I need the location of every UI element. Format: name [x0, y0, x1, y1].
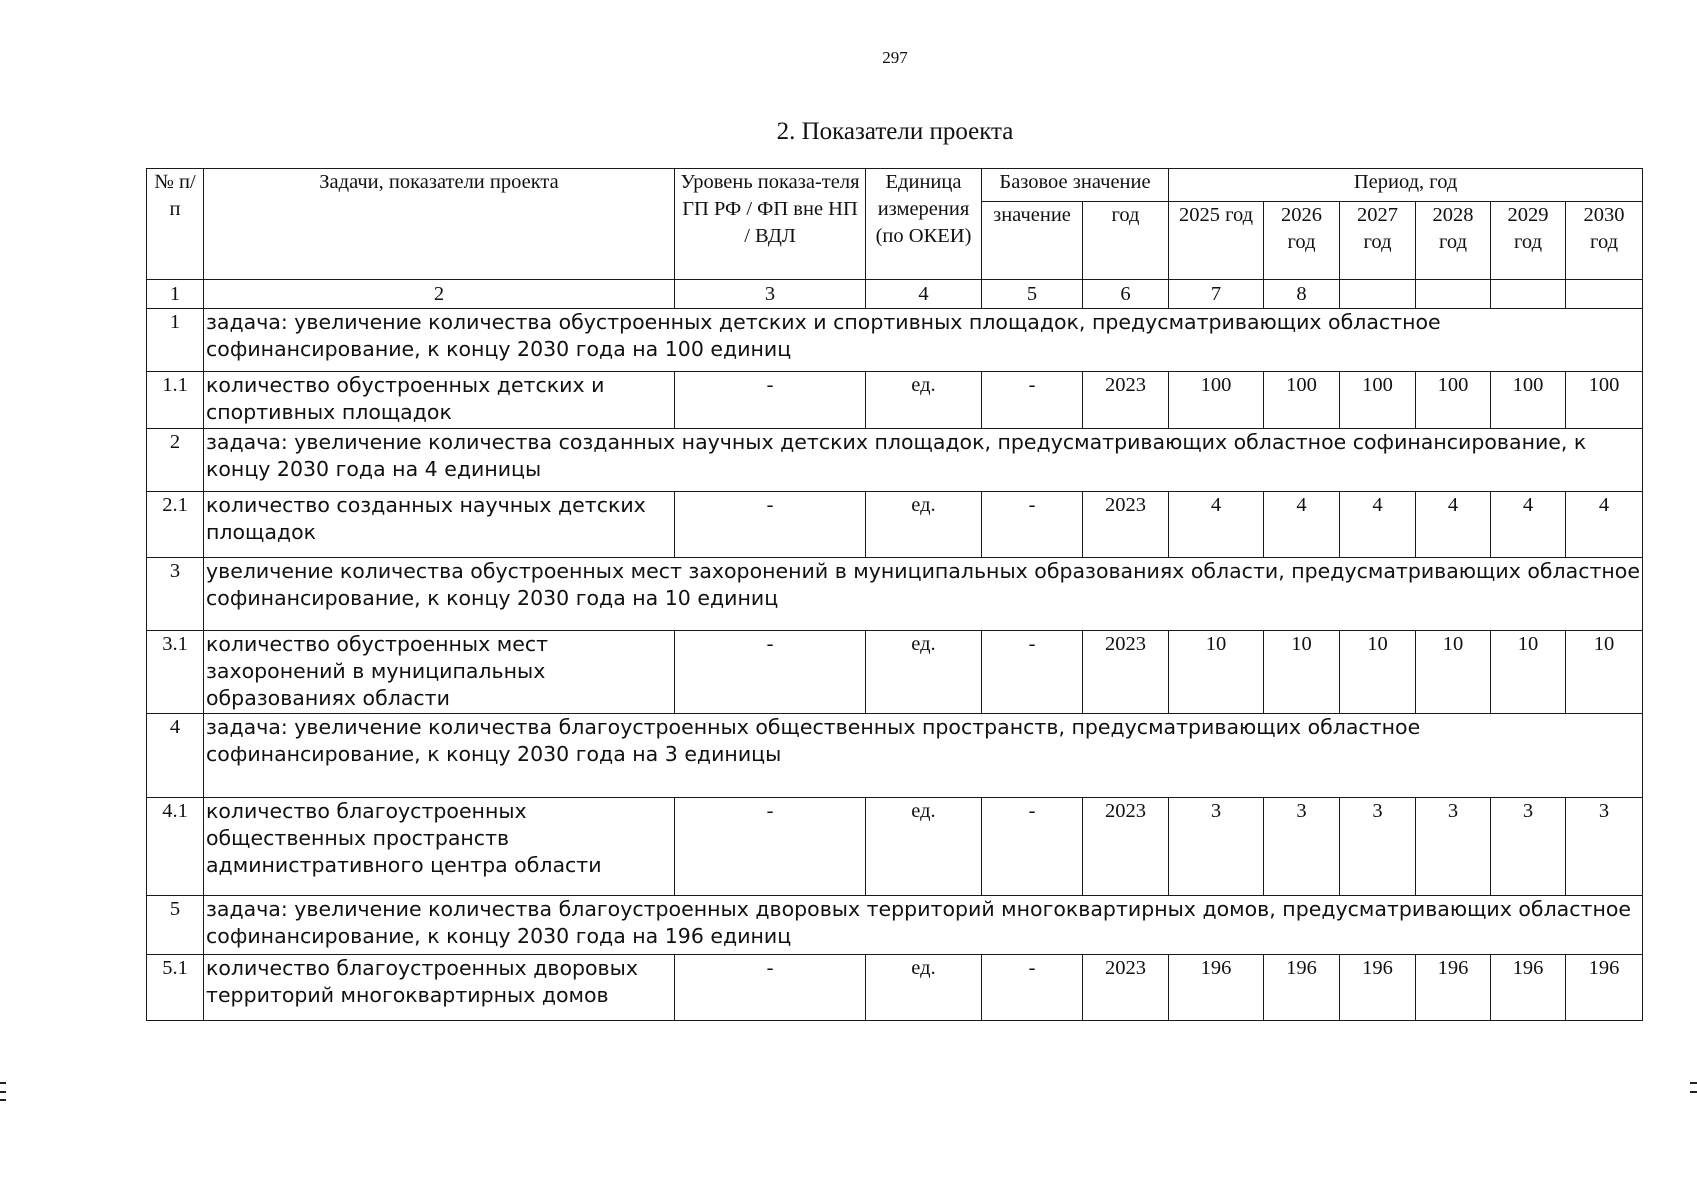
header-year-2030: 2030 год — [1566, 202, 1643, 280]
task-text: задача: увеличение количества созданных научных детских площадок, предусматривающих областное софинансирование, к концу 2030 года на 4 единицы — [204, 429, 1643, 492]
indicator-level: - — [675, 631, 866, 714]
indicator-row — [147, 492, 1643, 558]
indicator-value-2025: 100 — [1169, 372, 1264, 429]
indicator-base-year: 2023 — [1083, 492, 1169, 558]
colnum-2: 2 — [204, 280, 675, 309]
indicator-value-2026: 4 — [1264, 492, 1340, 558]
indicator-num: 5.1 — [147, 955, 204, 1021]
indicator-level: - — [675, 955, 866, 1021]
indicator-value-2029: 10 — [1491, 631, 1566, 714]
indicator-base-value: - — [982, 492, 1083, 558]
indicator-unit: ед. — [866, 798, 982, 896]
task-row — [147, 896, 1643, 955]
indicator-unit: ед. — [866, 631, 982, 714]
task-row — [147, 309, 1643, 372]
indicator-unit: ед. — [866, 372, 982, 429]
indicator-base-value: - — [982, 631, 1083, 714]
indicator-base-value: - — [982, 372, 1083, 429]
indicator-num: 1.1 — [147, 372, 204, 429]
scan-mark — [0, 1099, 6, 1101]
indicator-value-2030: 196 — [1566, 955, 1643, 1021]
scan-mark — [1690, 1091, 1697, 1093]
indicator-value-2027: 100 — [1340, 372, 1416, 429]
colnum-3: 3 — [675, 280, 866, 309]
indicator-value-2029: 3 — [1491, 798, 1566, 896]
indicator-value-2027: 3 — [1340, 798, 1416, 896]
indicator-value-2029: 196 — [1491, 955, 1566, 1021]
page-number: 297 — [882, 48, 908, 67]
indicator-base-year: 2023 — [1083, 631, 1169, 714]
header-row-1 — [147, 169, 1643, 202]
task-row — [147, 558, 1643, 631]
task-num: 2 — [147, 429, 204, 492]
indicator-value-2030: 10 — [1566, 631, 1643, 714]
indicator-value-2030: 3 — [1566, 798, 1643, 896]
header-base: Базовое значение — [982, 169, 1169, 202]
colnum-8: 8 — [1264, 280, 1340, 309]
indicator-value-2028: 196 — [1416, 955, 1491, 1021]
header-year-2028: 2028 год — [1416, 202, 1491, 280]
indicator-name: количество созданных научных детских площадок — [204, 492, 675, 558]
indicator-value-2027: 196 — [1340, 955, 1416, 1021]
header-year-2027: 2027 год — [1340, 202, 1416, 280]
indicator-name: количество обустроенных детских и спортивных площадок — [204, 372, 675, 429]
task-num: 4 — [147, 714, 204, 798]
indicator-value-2026: 10 — [1264, 631, 1340, 714]
header-year-2029: 2029 год — [1491, 202, 1566, 280]
indicator-value-2028: 4 — [1416, 492, 1491, 558]
indicator-value-2026: 196 — [1264, 955, 1340, 1021]
indicator-num: 4.1 — [147, 798, 204, 896]
indicator-unit: ед. — [866, 955, 982, 1021]
header-period: Период, год — [1169, 169, 1643, 202]
indicator-base-value: - — [982, 955, 1083, 1021]
indicator-value-2025: 4 — [1169, 492, 1264, 558]
indicator-value-2028: 100 — [1416, 372, 1491, 429]
header-year-2025: 2025 год — [1169, 202, 1264, 280]
indicator-name: количество благоустроенных общественных пространств административного центра области — [204, 798, 675, 896]
colnum-7: 7 — [1169, 280, 1264, 309]
indicator-row — [147, 798, 1643, 896]
indicator-name: количество благоустроенных дворовых территорий многоквартирных домов — [204, 955, 675, 1021]
task-text: задача: увеличение количества благоустроенных общественных пространств, предусматривающих областное софинансирование, к концу 2030 года на 3 единицы — [204, 714, 1643, 798]
header-base-value: значение — [982, 202, 1083, 280]
indicator-level: - — [675, 798, 866, 896]
indicator-value-2028: 3 — [1416, 798, 1491, 896]
indicator-value-2025: 3 — [1169, 798, 1264, 896]
indicator-value-2030: 100 — [1566, 372, 1643, 429]
indicator-value-2026: 100 — [1264, 372, 1340, 429]
indicator-value-2027: 4 — [1340, 492, 1416, 558]
header-tasks: Задачи, показатели проекта — [204, 169, 675, 280]
task-num: 1 — [147, 309, 204, 372]
colnum-1: 1 — [147, 280, 204, 309]
indicator-base-year: 2023 — [1083, 955, 1169, 1021]
indicator-num: 2.1 — [147, 492, 204, 558]
task-num: 5 — [147, 896, 204, 955]
indicator-level: - — [675, 372, 866, 429]
indicator-base-year: 2023 — [1083, 372, 1169, 429]
header-unit: Единица измерения (по ОКЕИ) — [866, 169, 982, 280]
indicator-value-2029: 4 — [1491, 492, 1566, 558]
colnum-12 — [1566, 280, 1643, 309]
colnum-10 — [1416, 280, 1491, 309]
page-title: 2. Показатели проекта — [776, 118, 1014, 145]
indicator-unit: ед. — [866, 492, 982, 558]
colnum-9 — [1340, 280, 1416, 309]
scan-mark — [0, 1091, 6, 1093]
indicator-level: - — [675, 492, 866, 558]
colnum-4: 4 — [866, 280, 982, 309]
indicator-name: количество обустроенных мест захоронений в муниципальных образованиях области — [204, 631, 675, 714]
header-base-year: год — [1083, 202, 1169, 280]
indicators-table — [146, 168, 1643, 1021]
indicator-row — [147, 372, 1643, 429]
task-num: 3 — [147, 558, 204, 631]
indicator-base-value: - — [982, 798, 1083, 896]
indicator-value-2030: 4 — [1566, 492, 1643, 558]
task-text: задача: увеличение количества благоустроенных дворовых территорий многоквартирных домов, предусматривающих областное софинансирование, к концу 2030 года на 196 единиц — [204, 896, 1643, 955]
colnum-6: 6 — [1083, 280, 1169, 309]
indicator-num: 3.1 — [147, 631, 204, 714]
task-row — [147, 714, 1643, 798]
indicator-base-year: 2023 — [1083, 798, 1169, 896]
indicator-value-2025: 10 — [1169, 631, 1264, 714]
task-text: увеличение количества обустроенных мест захоронений в муниципальных образованиях области, предусматривающих областное софинансирование, к концу 2030 года на 10 единиц — [204, 558, 1643, 631]
column-number-row — [147, 280, 1643, 309]
header-num: № п/п — [147, 169, 204, 280]
task-text: задача: увеличение количества обустроенных детских и спортивных площадок, предусматривающих областное софинансирование, к концу 2030 года на 100 единиц — [204, 309, 1643, 372]
indicator-row — [147, 631, 1643, 714]
scan-mark — [0, 1082, 6, 1084]
scan-mark — [1690, 1082, 1697, 1084]
indicator-row — [147, 955, 1643, 1021]
indicator-value-2026: 3 — [1264, 798, 1340, 896]
task-row — [147, 429, 1643, 492]
indicator-value-2028: 10 — [1416, 631, 1491, 714]
indicator-value-2027: 10 — [1340, 631, 1416, 714]
indicator-value-2029: 100 — [1491, 372, 1566, 429]
colnum-5: 5 — [982, 280, 1083, 309]
colnum-11 — [1491, 280, 1566, 309]
indicator-value-2025: 196 — [1169, 955, 1264, 1021]
header-year-2026: 2026 год — [1264, 202, 1340, 280]
header-level: Уровень показа-теля ГП РФ / ФП вне НП / ВДЛ — [675, 169, 866, 280]
